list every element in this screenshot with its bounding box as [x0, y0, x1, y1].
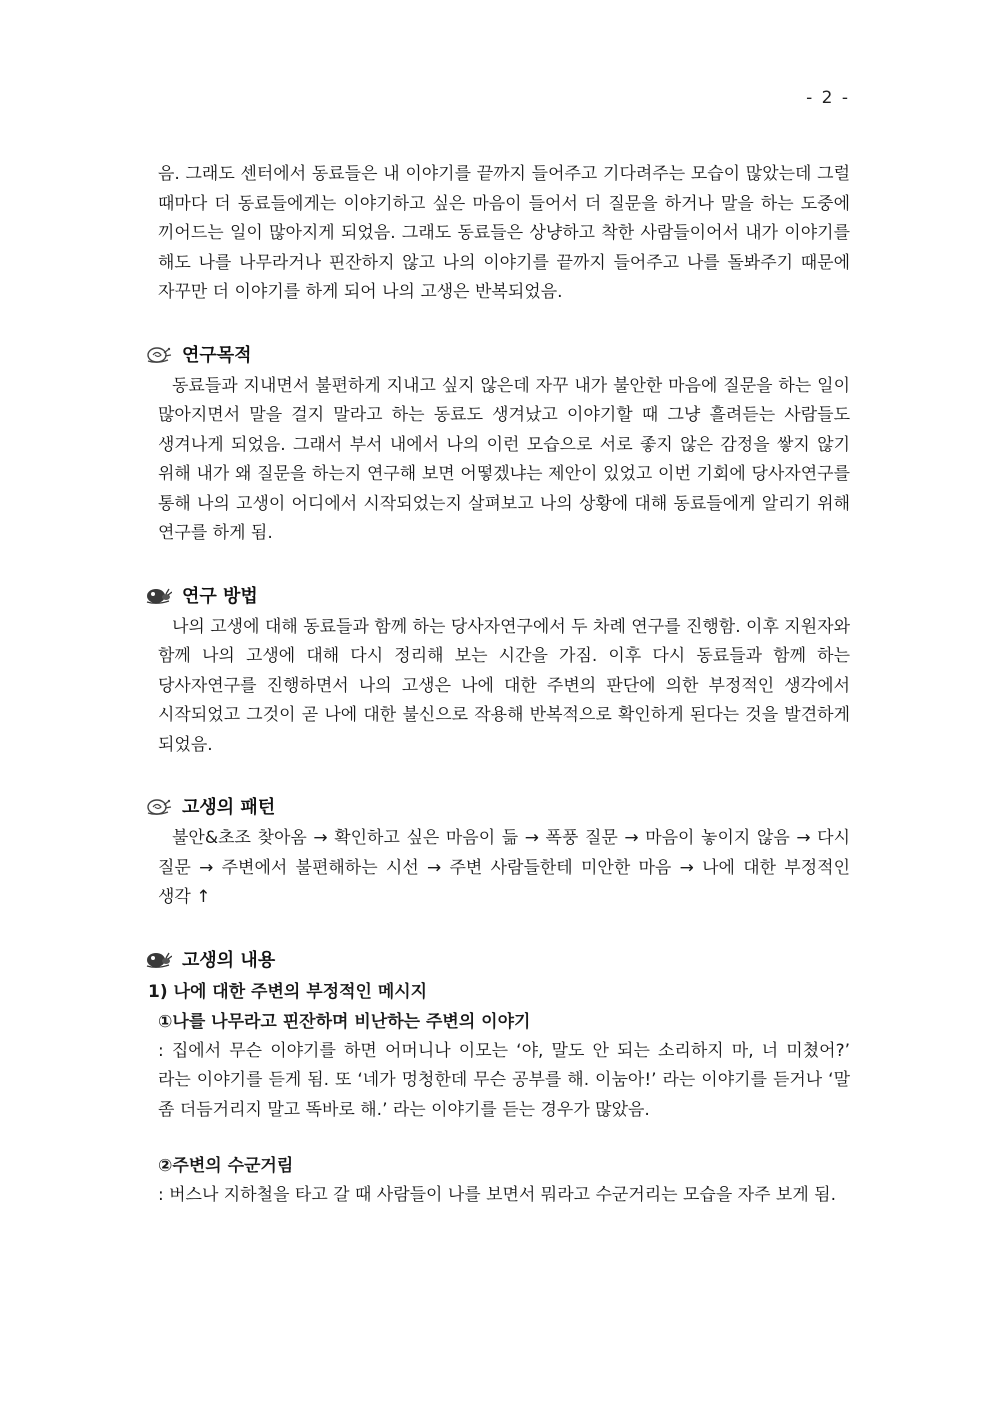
section-heading [144, 943, 850, 975]
snail-filled-icon [144, 584, 172, 606]
section-heading [144, 790, 850, 822]
section-title: 고생의 패턴 [182, 797, 276, 818]
page-number: - 2 - [806, 88, 850, 108]
subsection-heading: 1) 나에 대한 주변의 부정적인 메시지 [148, 981, 428, 1002]
spacer [158, 1125, 850, 1151]
document-body [148, 160, 850, 1211]
section-research-method [158, 579, 850, 761]
section-body: 나의 고생에 대해 동료들과 함께 하는 당사자연구에서 두 차례 연구를 진행함. 이후 지원자와 함께 나의 고생에 대해 다시 정리해 보는 시간을 가짐. 이후 다시 동료들과 함께 하는 당사자연구를 진행하면서 나의 고생은 나에 대한 주변의 판단에 의한 부정적인 생각에서 시작되었고 그것이 곧 나에 대한 불신으로 작용해 반복적으로 확인하게 된다는 것을 발견하게 되었음. [158, 616, 850, 755]
section-hardship-content [148, 943, 850, 1211]
section-hardship-pattern [158, 790, 850, 913]
section-body: 불안&초조 찾아옴 → 확인하고 싶은 마음이 듦 → 폭풍 질문 → 마음이 놓이지 않음 → 다시 질문 → 주변에서 불편해하는 시선 → 주변 사람들한테 미안한 마음 → 나에 대한 부정적인 생각 ↑ [158, 828, 850, 907]
item-body: : 버스나 지하철을 타고 갈 때 사람들이 나를 보면서 뭐라고 수군거리는 모습을 자주 보게 됨. [158, 1185, 836, 1205]
snail-outline-icon [144, 343, 172, 365]
item-heading: ①나를 나무라고 핀잔하며 비난하는 주변의 이야기 [158, 1011, 531, 1032]
section-title: 연구목적 [182, 344, 252, 366]
item-body: : 집에서 무슨 이야기를 하면 어머니나 이모는 ‘야, 말도 안 되는 소리하지 마, 너 미쳤어?’ 라는 이야기를 듣게 됨. 또 ‘네가 멍청한데 무슨 공부를 해. 이눔아!’ 라는 이야기를 듣거나 ‘말 좀 더듬거리지 말고 똑바로 해.’ 라는 이야기를 듣는 경우가 많았음. [158, 1040, 850, 1120]
section-heading [144, 338, 850, 370]
snail-outline-icon [144, 795, 172, 817]
snail-filled-icon [144, 948, 172, 970]
section-title: 고생의 내용 [182, 949, 276, 971]
section-body: 동료들과 지내면서 불편하게 지내고 싶지 않은데 자꾸 내가 불안한 마음에 질문을 하는 일이 많아지면서 말을 걸지 말라고 하는 동료도 생겨났고 이야기할 때 그냥 흘려듣는 사람들도 생겨나게 되었음. 그래서 부서 내에서 나의 이런 모습으로 서로 좋지 않은 감정을 쌓지 않기 위해 내가 왜 질문을 하는지 연구해 보면 어떻겠냐는 제안이 있었고 이번 기회에 당사자연구를 통해 나의 고생이 어디에서 시작되었는지 살펴보고 나의 상황에 대해 동료들에게 알리기 위해 연구를 하게 됨. [158, 375, 850, 543]
section-title: 연구 방법 [182, 585, 258, 607]
intro-paragraph: 음. 그래도 센터에서 동료들은 내 이야기를 끝까지 들어주고 기다려주는 모습이 많았는데 그럴 때마다 더 동료들에게는 이야기하고 싶은 마음이 들어서 더 질문을 하거나 말을 하는 도중에 끼어드는 일이 많아지게 되었음. 그래도 동료들은 상냥하고 착한 사람들이어서 내가 이야기를 해도 나를 나무라거나 핀잔하지 않고 나의 이야기를 끝까지 들어주고 나를 돌봐주기 때문에 자꾸만 더 이야기를 하게 되어 나의 고생은 반복되었음. [158, 164, 850, 302]
item-heading: ②주변의 수군거림 [158, 1156, 294, 1176]
section-research-purpose [158, 338, 850, 549]
section-heading [144, 579, 850, 611]
